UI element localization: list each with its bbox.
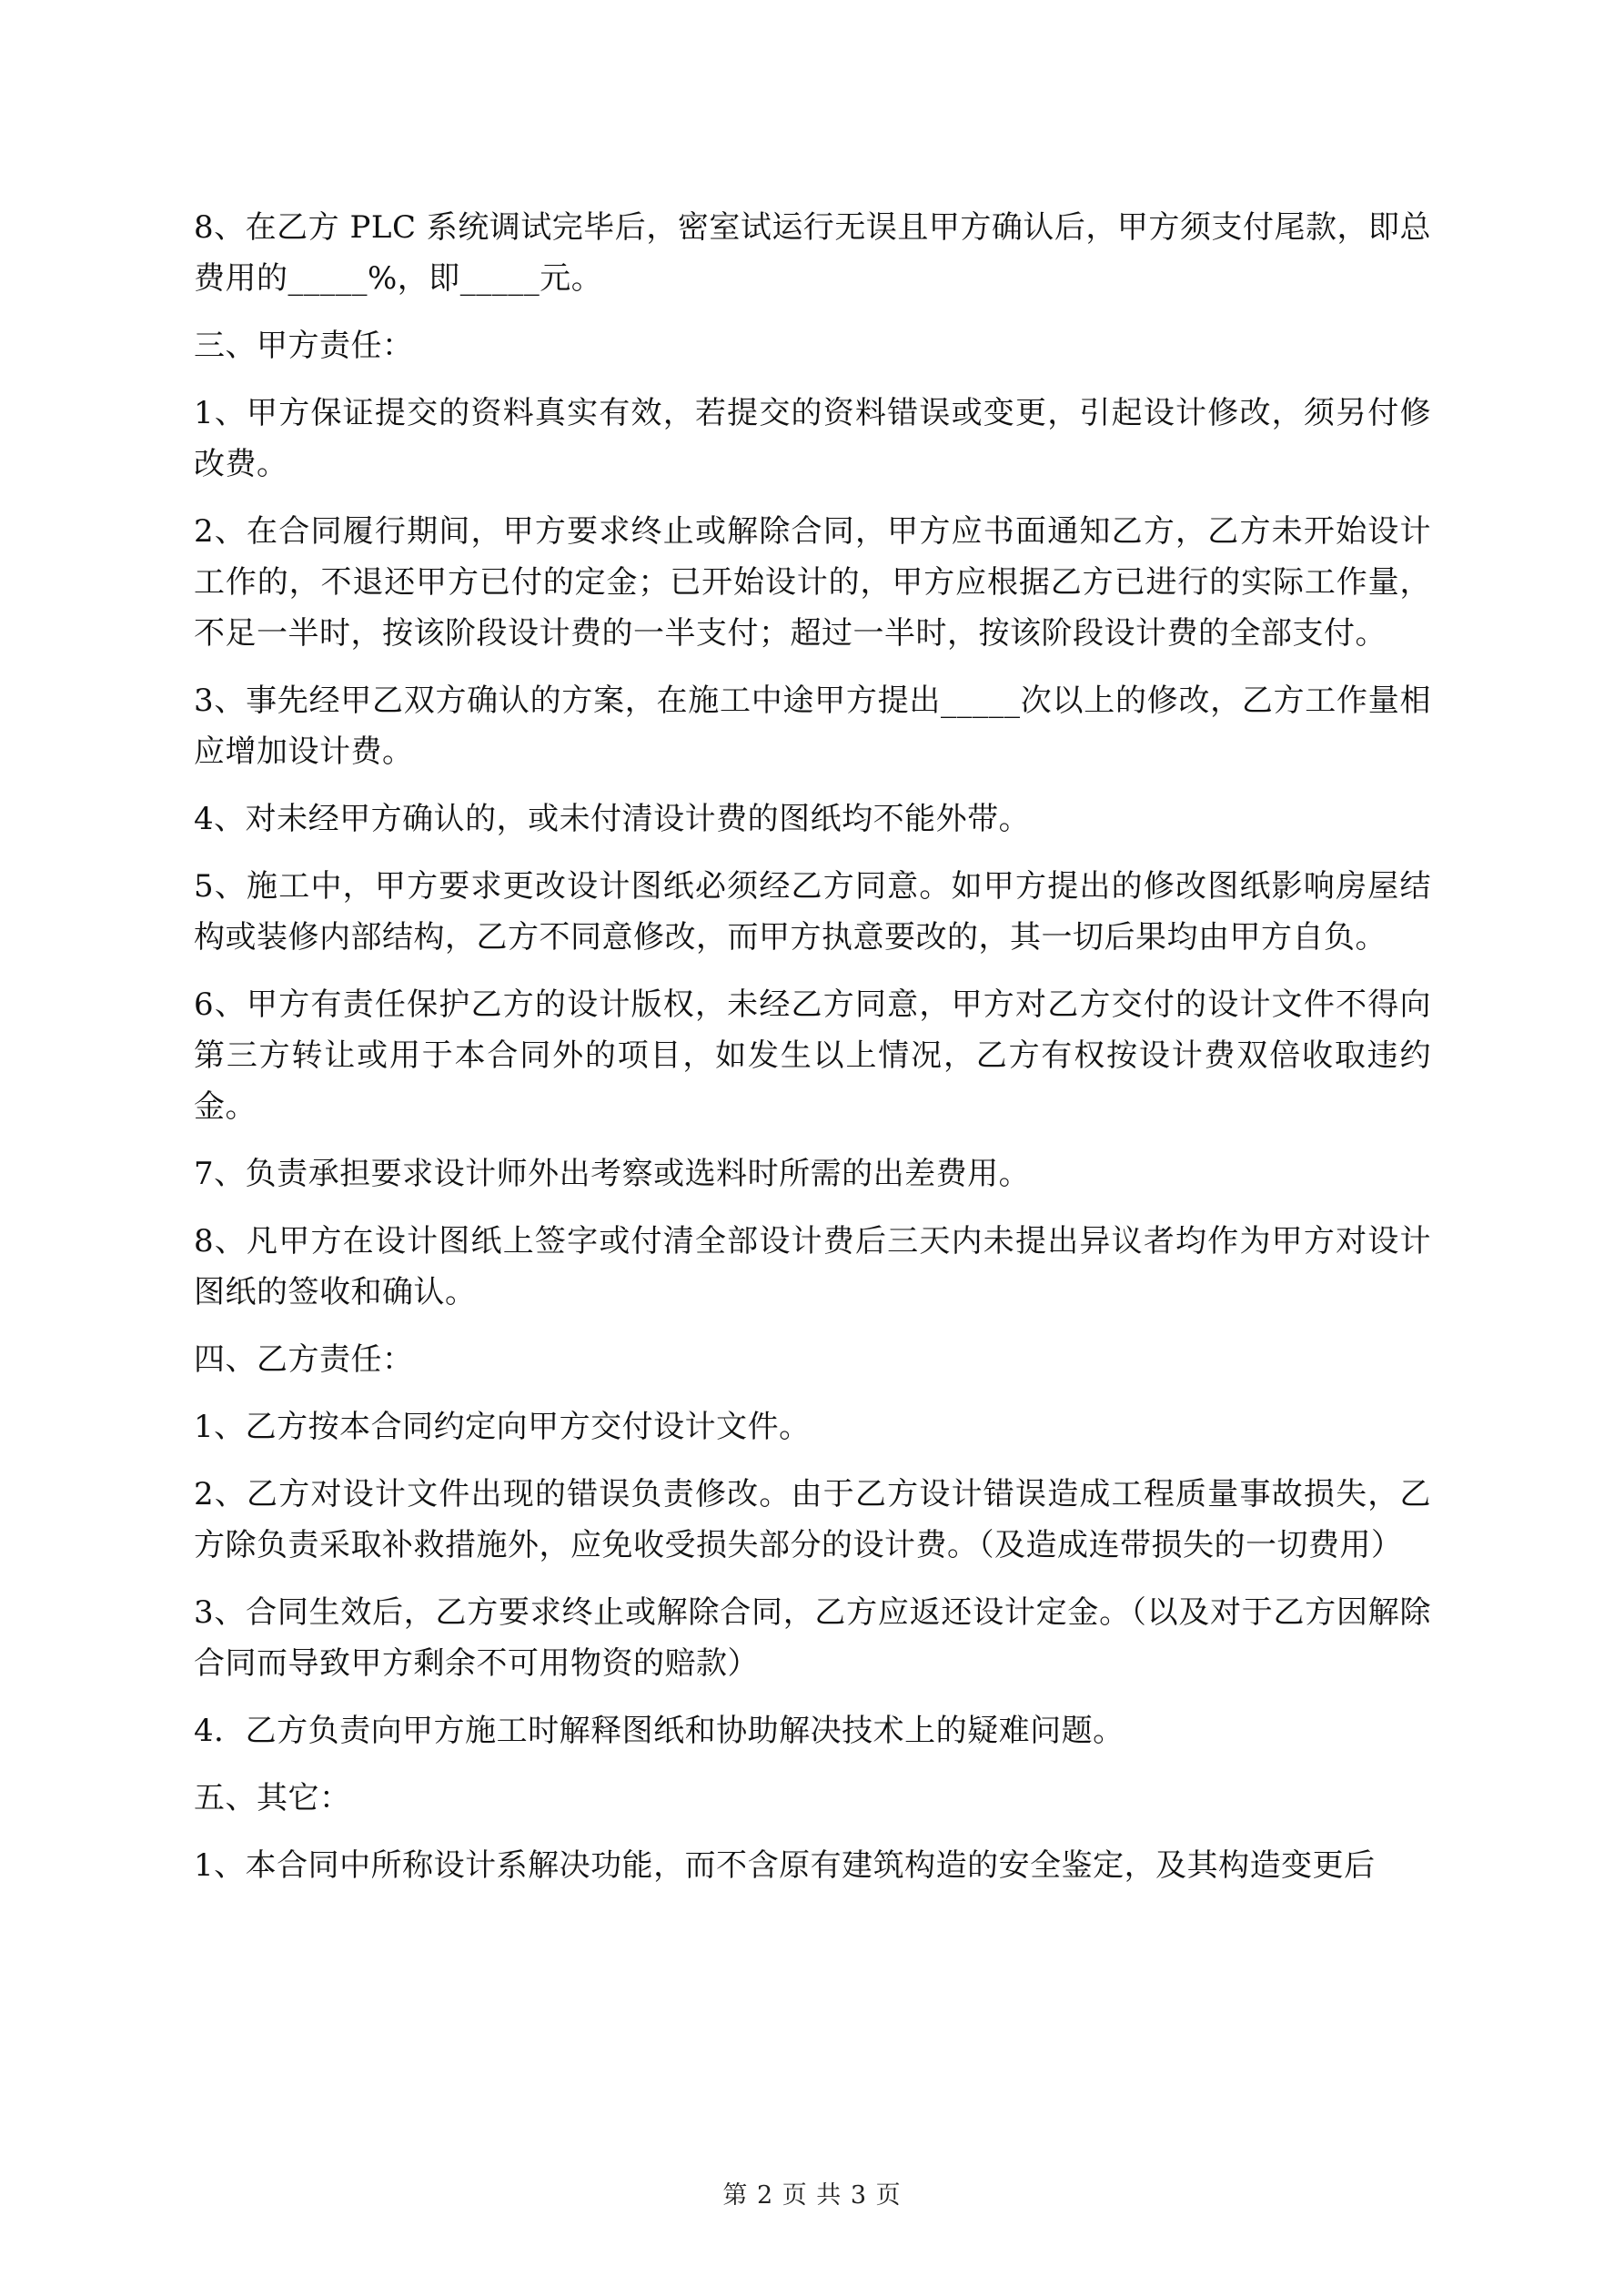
party-b-clause-3: 3、合同生效后，乙方要求终止或解除合同，乙方应返还设计定金。（以及对于乙方因解除合同而导致甲方剩余不可用物资的赔款） bbox=[194, 1594, 1431, 1682]
party-a-clause-6: 6、甲方有责任保护乙方的设计版权，未经乙方同意，甲方对乙方交付的设计文件不得向第三方转让或用于本合同外的项目，如发生以上情况，乙方有权按设计费双倍收取违约金。 bbox=[194, 986, 1431, 1125]
party-a-clause-1: 1、甲方保证提交的资料真实有效，若提交的资料错误或变更，引起设计修改，须另付修改费。 bbox=[194, 395, 1431, 482]
section-heading-party-b-responsibility: 四、乙方责任： bbox=[194, 1341, 414, 1378]
party-a-clause-8: 8、凡甲方在设计图纸上签字或付清全部设计费后三天内未提出异议者均作为甲方对设计图纸的签收和确认。 bbox=[194, 1223, 1431, 1310]
section-heading-party-a-responsibility: 三、甲方责任： bbox=[194, 328, 414, 364]
page-number-footer: 第 2 页 共 3 页 bbox=[722, 2181, 902, 2210]
others-clause-1: 1、本合同中所称设计系解决功能，而不含原有建筑构造的安全鉴定，及其构造变更后 bbox=[194, 1847, 1376, 1884]
party-a-clause-2: 2、在合同履行期间，甲方要求终止或解除合同，甲方应书面通知乙方，乙方未开始设计工作的，不退还甲方已付的定金；已开始设计的，甲方应根据乙方已进行的实际工作量，不足一半时，按该阶段设计费的一半支付；超过一半时，按该阶段设计费的全部支付。 bbox=[194, 513, 1431, 652]
clause-8-final-payment: 8、在乙方 PLC 系统调试完毕后，密室试运行无误且甲方确认后，甲方须支付尾款，即总费用的_____%，即_____元。 bbox=[194, 209, 1431, 297]
party-a-clause-3: 3、事先经甲乙双方确认的方案，在施工中途甲方提出_____次以上的修改，乙方工作量相应增加设计费。 bbox=[194, 683, 1431, 770]
party-b-clause-1: 1、乙方按本合同约定向甲方交付设计文件。 bbox=[194, 1409, 811, 1445]
party-b-clause-2: 2、乙方对设计文件出现的错误负责修改。由于乙方设计错误造成工程质量事故损失，乙方除负责采取补救措施外，应免收受损失部分的设计费。（及造成连带损失的一切费用） bbox=[194, 1476, 1431, 1563]
section-heading-others: 五、其它： bbox=[194, 1780, 351, 1816]
party-a-clause-5: 5、施工中，甲方要求更改设计图纸必须经乙方同意。如甲方提出的修改图纸影响房屋结构或装修内部结构，乙方不同意修改，而甲方执意要改的，其一切后果均由甲方自负。 bbox=[194, 868, 1431, 956]
document-body bbox=[194, 202, 1431, 1907]
party-b-clause-4: 4．乙方负责向甲方施工时解释图纸和协助解决技术上的疑难问题。 bbox=[194, 1713, 1125, 1749]
party-a-clause-4: 4、对未经甲方确认的，或未付清设计费的图纸均不能外带。 bbox=[194, 801, 1031, 837]
party-a-clause-7: 7、负责承担要求设计师外出考察或选料时所需的出差费用。 bbox=[194, 1156, 1031, 1192]
